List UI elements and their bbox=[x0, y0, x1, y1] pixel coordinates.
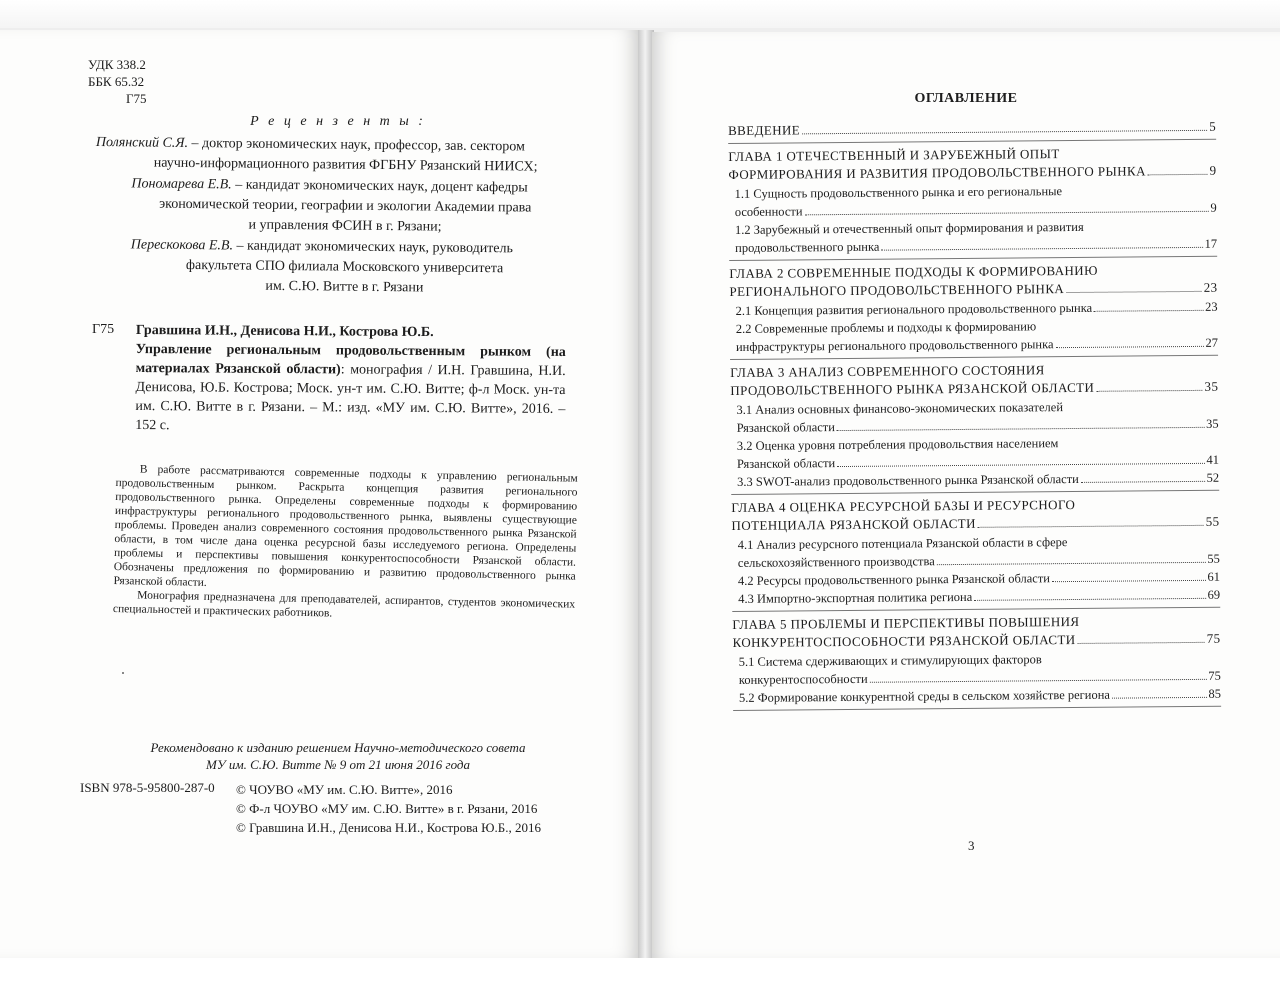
reviewer-name: Пономарева Е.В. bbox=[131, 176, 232, 193]
toc-page: 9 bbox=[1209, 162, 1217, 178]
toc-leader bbox=[1096, 390, 1202, 392]
toc-leader bbox=[881, 247, 1202, 251]
classification-codes bbox=[88, 56, 147, 107]
toc-section-title: 5.1 Система сдерживающих и стимулирующих факторов bbox=[738, 652, 1042, 669]
toc-section-title: 5.2 Формирование конкурентной среды в сельском хозяйстве региона bbox=[738, 687, 1111, 705]
abstract-paragraph: В работе рассматриваются современные подходы к управлению региональным продовольственным рынком. Раскрыта концепция развития регионального продовольственного рынка. Определены современные подходы к формированию инфраструктуры регионального продовольственного рынка, выявлены существующие проблемы. Проведен анализ современного состояния продовольственного рынка Рязанской области, в том числе дана оценка ресурсной базы исследуемого региона. Определены проблемы и перспективы повышения конкурентоспособности Рязанской области. Обозначены предложения по формированию и развитию продовольственного рынка Рязанской области. bbox=[113, 463, 578, 589]
reviewer-desc: – доктор экономических наук, профессор, зав. сектором bbox=[187, 135, 526, 155]
toc-page: 23 bbox=[1203, 279, 1218, 295]
reviewer-desc: и управления ФСИН в г. Рязани; bbox=[248, 217, 442, 235]
toc-page: 41 bbox=[1206, 452, 1220, 467]
toc-page: 52 bbox=[1206, 470, 1220, 485]
recommendation-line: МУ им. С.Ю. Витте № 9 от 21 июня 2016 года bbox=[206, 757, 470, 772]
toc-section-title: 4.1 Анализ ресурсного потенциала Рязанской области в сфере bbox=[737, 535, 1068, 552]
copyright-line: © Гравшина И.Н., Денисова Н.И., Кострова Ю.Б., 2016 bbox=[236, 820, 541, 835]
recommendation-note bbox=[118, 739, 558, 773]
toc-section-title: сельскохозяйственного производства bbox=[737, 554, 935, 570]
udc-code: УДК 338.2 bbox=[88, 57, 146, 72]
toc-chapter bbox=[732, 612, 1221, 711]
toc-chapter-title: ГЛАВА 2 СОВРЕМЕННЫЕ ПОДХОДЫ К ФОРМИРОВАНИЮ bbox=[729, 262, 1098, 281]
toc-sections bbox=[730, 297, 1218, 356]
toc-leader bbox=[1081, 481, 1205, 483]
toc-chapter bbox=[731, 495, 1220, 612]
scan-speck bbox=[122, 672, 124, 674]
toc-chapter bbox=[729, 261, 1218, 360]
scan-margin bbox=[0, 0, 1280, 30]
catalog-code: Г75 bbox=[92, 322, 115, 337]
page-number: 3 bbox=[968, 838, 975, 853]
toc-leader bbox=[1094, 310, 1203, 312]
toc-row bbox=[733, 685, 1221, 707]
toc-section-title: 2.1 Концепция развития регионального продовольственного рынка bbox=[735, 300, 1093, 318]
toc-sections bbox=[732, 531, 1221, 608]
reviewer-desc: – кандидат экономических наук, руководитель bbox=[232, 238, 514, 257]
reviewer-2 bbox=[95, 174, 596, 239]
reviewer-desc: им. С.Ю. Витте в г. Рязани bbox=[265, 278, 424, 296]
copyright-line: © Ф-л ЧОУВО «МУ им. С.Ю. Витте» в г. Рязани, 2016 bbox=[236, 801, 538, 816]
toc-leader bbox=[974, 598, 1205, 601]
toc-section-title: особенности bbox=[734, 204, 803, 219]
toc-leader bbox=[1052, 580, 1206, 582]
reviewer-1 bbox=[96, 133, 596, 178]
toc-section-title: 4.2 Ресурсы продовольственного рынка Рязанской области bbox=[737, 571, 1051, 588]
toc-page: 85 bbox=[1208, 686, 1222, 701]
toc-intro bbox=[728, 118, 1216, 144]
abstract bbox=[113, 462, 578, 626]
toc-chapter-title: КОНКУРЕНТОСПОСОБНОСТИ РЯЗАНСКОЙ ОБЛАСТИ bbox=[732, 631, 1076, 650]
copyright-line: © ЧОУВО «МУ им. С.Ю. Витте», 2016 bbox=[236, 782, 453, 797]
reviewer-name: Полянский С.Я. bbox=[95, 134, 189, 151]
toc-page: 55 bbox=[1205, 513, 1220, 529]
toc-leader bbox=[937, 562, 1206, 565]
toc-sections bbox=[729, 180, 1218, 257]
copyright-list bbox=[236, 780, 541, 837]
reviewer-3 bbox=[94, 235, 595, 300]
toc-leader bbox=[802, 130, 1207, 135]
reviewer-desc: экономической теории, географии и экологии Академии права bbox=[159, 196, 532, 216]
toc-leader bbox=[1112, 697, 1207, 699]
toc-page: 55 bbox=[1207, 551, 1220, 566]
toc-section-title: 4.3 Импортно-экспортная политика региона bbox=[738, 589, 973, 606]
toc-leader bbox=[1056, 346, 1204, 348]
toc-chapter-title: ГЛАВА 1 ОТЕЧЕСТВЕННЫЙ И ЗАРУБЕЖНЫЙ ОПЫТ bbox=[728, 146, 1060, 164]
toc-section-title: 3.3 SWOT-анализ продовольственного рынка Рязанской области bbox=[737, 471, 1079, 489]
recommendation-line: Рекомендовано к изданию решением Научно-методического совета bbox=[150, 740, 526, 755]
entry-title: Управление региональным продовольственным рынком (на материалах Рязанской области) bbox=[135, 341, 566, 378]
toc-chapter-title: РЕГИОНАЛЬНОГО ПРОДОВОЛЬСТВЕННОГО РЫНКА bbox=[729, 281, 1065, 299]
toc-page: 5 bbox=[1209, 118, 1217, 134]
toc-page: 69 bbox=[1207, 587, 1221, 602]
bibliographic-entry bbox=[135, 321, 566, 438]
table-of-contents bbox=[728, 118, 1221, 715]
toc-section-title: 2.2 Современные проблемы и подходы к формированию bbox=[735, 319, 1037, 336]
abstract-paragraph: Монография предназначена для преподавателей, аспирантов, студентов экономических специальностей и практических работников. bbox=[112, 589, 576, 620]
toc-page: 23 bbox=[1205, 299, 1218, 314]
toc-chapter bbox=[728, 144, 1217, 261]
toc-page: 17 bbox=[1204, 236, 1218, 251]
reviewer-desc: факультета СПО филиала Московского университета bbox=[185, 257, 504, 277]
toc-page: 9 bbox=[1210, 200, 1217, 215]
toc-page: 35 bbox=[1206, 416, 1219, 431]
toc-sections bbox=[733, 648, 1221, 707]
toc-sections bbox=[730, 396, 1219, 491]
toc-section-title: инфраструктуры регионального продовольственного рынка bbox=[735, 337, 1054, 354]
toc-chapter-title: ГЛАВА 3 АНАЛИЗ СОВРЕМЕННОГО СОСТОЯНИЯ bbox=[730, 362, 1045, 380]
author-mark: Г75 bbox=[126, 91, 147, 106]
toc-chapter-title: ГЛАВА 5 ПРОБЛЕМЫ И ПЕРСПЕКТИВЫ ПОВЫШЕНИЯ bbox=[732, 613, 1080, 632]
toc-entry-title: ВВЕДЕНИЕ bbox=[728, 122, 801, 138]
toc-section-title: 1.2 Зарубежный и отечественный опыт формирования и развития bbox=[734, 219, 1084, 237]
toc-page: 61 bbox=[1207, 569, 1221, 584]
toc-row bbox=[729, 235, 1217, 257]
toc-row bbox=[731, 469, 1219, 491]
toc-chapter-title: ГЛАВА 4 ОЦЕНКА РЕСУРСНОЙ БАЗЫ И РЕСУРСНОГО bbox=[731, 496, 1076, 515]
entry-details: : монография / И.Н. Гравшина, Н.И. Денисова, Ю.Б. Кострова; Моск. ун-т им. С.Ю. Витте; ф-л Моск. ун-та им. С.Ю. Витте в г. Рязани. – М.: изд. «МУ им. С.Ю. Витте», 2016. – 152 с. bbox=[135, 362, 566, 434]
toc-leader bbox=[1066, 291, 1201, 293]
toc-leader bbox=[837, 463, 1204, 467]
toc-page: 75 bbox=[1208, 668, 1221, 683]
toc-leader bbox=[870, 679, 1207, 683]
isbn: ISBN 978-5-95800-287-0 bbox=[80, 780, 215, 795]
toc-section-title: Рязанской области bbox=[736, 456, 836, 471]
toc-row bbox=[730, 334, 1218, 356]
toc-chapter-title: ПОТЕНЦИАЛА РЯЗАНСКОЙ ОБЛАСТИ bbox=[731, 515, 976, 533]
toc-leader bbox=[978, 525, 1204, 528]
reviewer-name: Перескокова Е.В. bbox=[130, 237, 234, 254]
toc-chapters bbox=[728, 144, 1221, 711]
toc-chapter-title: ФОРМИРОВАНИЯ И РАЗВИТИЯ ПРОДОВОЛЬСТВЕННОГО РЫНКА bbox=[728, 163, 1146, 182]
toc-section-title: 3.2 Оценка уровня потребления продовольствия населением bbox=[736, 436, 1059, 453]
reviewer-desc: – кандидат экономических наук, доцент кафедры bbox=[231, 177, 528, 196]
toc-chapter bbox=[730, 360, 1219, 495]
reviewer-desc: научно-информационного развития ФГБНУ Рязанский НИИСХ; bbox=[153, 155, 538, 175]
toc-page: 35 bbox=[1204, 378, 1219, 394]
toc-section-title: Рязанской области bbox=[736, 420, 835, 435]
toc-row bbox=[732, 586, 1220, 608]
reviewers-heading: Р е ц е н з е н т ы : bbox=[250, 114, 426, 129]
toc-title: ОГЛАВЛЕНИЕ bbox=[914, 91, 1018, 106]
reviewers-list bbox=[94, 133, 596, 301]
toc-leader bbox=[805, 211, 1209, 216]
toc-row bbox=[728, 118, 1216, 140]
toc-section-title: 3.1 Анализ основных финансово-экономических показателей bbox=[736, 400, 1064, 417]
toc-chapter-title: ПРОДОВОЛЬСТВЕННОГО РЫНКА РЯЗАНСКОЙ ОБЛАСТИ bbox=[730, 379, 1095, 398]
toc-section-title: продовольственного рынка bbox=[735, 239, 880, 255]
toc-leader bbox=[1078, 642, 1205, 644]
toc-section-title: 1.1 Сущность продовольственного рынка и его региональные bbox=[734, 184, 1063, 201]
toc-page: 75 bbox=[1206, 630, 1221, 646]
toc-leader bbox=[1148, 174, 1208, 176]
entry-authors: Гравшина И.Н., Денисова Н.И., Кострова Ю.Б. bbox=[135, 322, 434, 341]
toc-page: 27 bbox=[1205, 335, 1219, 350]
bbk-code: ББК 65.32 bbox=[88, 74, 145, 89]
toc-leader bbox=[837, 427, 1204, 431]
toc-section-title: конкурентоспособности bbox=[738, 671, 868, 687]
